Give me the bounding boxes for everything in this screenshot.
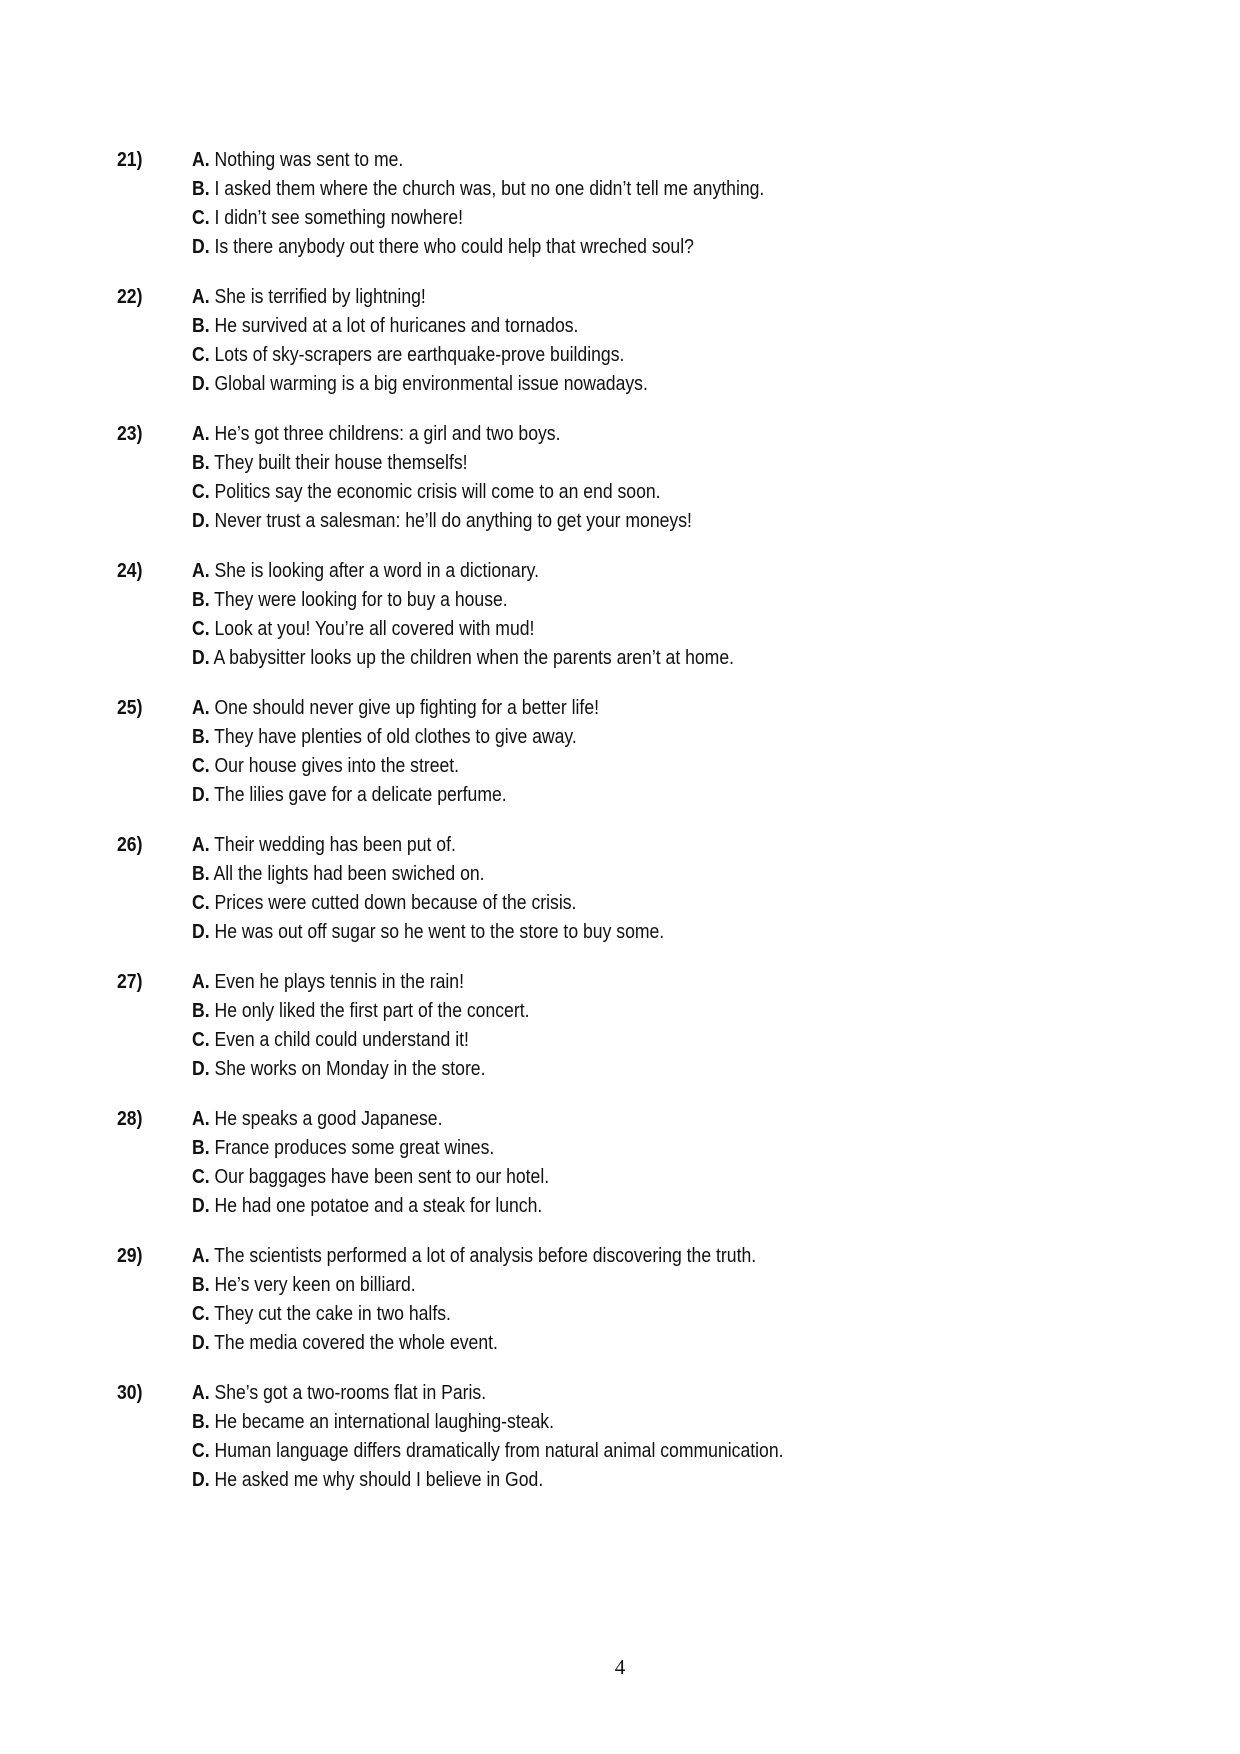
page-number: 4 [614,1655,626,1679]
question-item [117,1105,1117,1242]
answer-option [192,1329,1002,1358]
answer-option [192,478,1002,507]
question-number: 24) [117,560,143,582]
question-item [117,420,1117,557]
answer-option [192,1055,1002,1084]
answer-option [192,420,1002,449]
option-letter: B. [192,1411,210,1433]
option-letter: D. [192,784,210,806]
answer-option [192,831,1002,860]
answer-option [192,1466,1002,1495]
answer-option [192,1163,1002,1192]
answer-options [192,1379,1112,1495]
answer-option [192,918,1002,947]
answer-options [192,694,1112,810]
answer-option [192,1026,1002,1055]
option-text: I asked them where the church was, but no one didn’t tell me anything. [214,178,765,200]
option-text: Lots of sky-scrapers are earthquake-prove buildings. [214,344,625,366]
option-text: Even he plays tennis in the rain! [214,971,464,993]
option-letter: D. [192,1469,210,1491]
answer-option [192,1300,1002,1329]
answer-options [192,1242,1112,1358]
answer-options [192,146,1112,262]
question-item [117,146,1117,283]
answer-option [192,1437,1002,1466]
question-item [117,557,1117,694]
option-text: She is terrified by lightning! [214,286,426,308]
option-text: Our house gives into the street. [214,755,460,777]
question-number: 21) [117,149,143,171]
question-item [117,694,1117,831]
answer-option [192,1242,1002,1271]
option-text: Nothing was sent to me. [214,149,404,171]
option-text: They have plenties of old clothes to give away. [214,726,577,748]
option-letter: B. [192,726,210,748]
option-text: Look at you! You’re all covered with mud! [214,618,535,640]
option-letter: D. [192,1058,210,1080]
answer-option [192,723,1002,752]
option-letter: D. [192,647,210,669]
answer-option [192,781,1002,810]
option-text: All the lights had been swiched on. [213,863,485,885]
option-text: They were looking for to buy a house. [214,589,508,611]
option-letter: A. [192,560,210,582]
question-number: 22) [117,286,143,308]
option-text: Prices were cutted down because of the crisis. [214,892,577,914]
option-text: He was out off sugar so he went to the store to buy some. [214,921,665,943]
option-text: Politics say the economic crisis will come to an end soon. [214,481,661,503]
answer-option [192,1105,1002,1134]
question-item [117,831,1117,968]
answer-option [192,449,1002,478]
answer-option [192,175,1002,204]
answer-option [192,233,1002,262]
option-letter: C. [192,618,210,640]
option-text: Even a child could understand it! [214,1029,469,1051]
answer-option [192,312,1002,341]
answer-option [192,146,1002,175]
option-letter: A. [192,971,210,993]
option-text: The media covered the whole event. [214,1332,498,1354]
option-text: One should never give up fighting for a better life! [214,697,599,719]
answer-option [192,615,1002,644]
answer-options [192,968,1112,1084]
answer-option [192,283,1002,312]
option-letter: D. [192,510,210,532]
option-letter: B. [192,1274,210,1296]
option-letter: A. [192,1108,210,1130]
answer-option [192,968,1002,997]
option-letter: C. [192,344,210,366]
answer-option [192,341,1002,370]
answer-option [192,1408,1002,1437]
option-letter: B. [192,452,210,474]
option-letter: C. [192,892,210,914]
option-letter: D. [192,1195,210,1217]
answer-option [192,644,1002,673]
option-letter: C. [192,755,210,777]
option-text: She’s got a two-rooms flat in Paris. [214,1382,487,1404]
option-letter: B. [192,178,210,200]
option-text: They cut the cake in two halfs. [214,1303,451,1325]
answer-options [192,831,1112,947]
option-text: Never trust a salesman: he’ll do anything to get your moneys! [214,510,692,532]
option-text: He’s very keen on billiard. [214,1274,416,1296]
answer-option [192,997,1002,1026]
answer-options [192,283,1112,399]
answer-option [192,1379,1002,1408]
option-text: She is looking after a word in a dictionary. [214,560,539,582]
option-text: A babysitter looks up the children when the parents aren’t at home. [213,647,735,669]
question-number: 26) [117,834,143,856]
option-letter: C. [192,481,210,503]
question-number: 23) [117,423,143,445]
option-letter: A. [192,1245,210,1267]
answer-option [192,204,1002,233]
option-text: The scientists performed a lot of analysis before discovering the truth. [214,1245,757,1267]
option-text: He only liked the first part of the concert. [214,1000,530,1022]
answer-options [192,1105,1112,1221]
option-text: Our baggages have been sent to our hotel. [214,1166,550,1188]
answer-option [192,586,1002,615]
answer-option [192,860,1002,889]
option-letter: B. [192,589,210,611]
option-text: He became an international laughing-steak. [214,1411,555,1433]
option-letter: B. [192,1137,210,1159]
answer-option [192,1192,1002,1221]
answer-option [192,370,1002,399]
question-item [117,1379,1117,1516]
option-text: They built their house themselfs! [214,452,468,474]
option-letter: B. [192,315,210,337]
option-letter: D. [192,1332,210,1354]
answer-option [192,1134,1002,1163]
answer-options [192,557,1112,673]
option-text: He’s got three childrens: a girl and two boys. [214,423,561,445]
question-item [117,1242,1117,1379]
answer-option [192,694,1002,723]
option-text: She works on Monday in the store. [214,1058,486,1080]
option-text: He had one potatoe and a steak for lunch. [214,1195,543,1217]
option-letter: C. [192,1029,210,1051]
option-letter: D. [192,921,210,943]
question-number: 25) [117,697,143,719]
option-text: I didn’t see something nowhere! [214,207,464,229]
option-text: The lilies gave for a delicate perfume. [214,784,507,806]
option-letter: A. [192,697,210,719]
answer-option [192,752,1002,781]
option-text: He speaks a good Japanese. [214,1108,443,1130]
option-letter: A. [192,149,210,171]
option-text: He survived at a lot of huricanes and tornados. [214,315,579,337]
option-letter: A. [192,1382,210,1404]
answer-option [192,1271,1002,1300]
option-letter: A. [192,423,210,445]
question-item [117,283,1117,420]
option-letter: D. [192,236,210,258]
option-letter: A. [192,834,210,856]
answer-option [192,557,1002,586]
option-letter: B. [192,863,210,885]
option-text: Global warming is a big environmental issue nowadays. [214,373,648,395]
option-letter: A. [192,286,210,308]
question-number: 29) [117,1245,143,1267]
option-letter: C. [192,1303,210,1325]
option-text: He asked me why should I believe in God. [214,1469,544,1491]
option-letter: C. [192,1440,210,1462]
answer-options [192,420,1112,536]
option-text: Their wedding has been put of. [214,834,456,856]
option-letter: D. [192,373,210,395]
question-number: 30) [117,1382,143,1404]
question-list [117,146,1117,1516]
option-text: Human language differs dramatically from natural animal communication. [214,1440,784,1462]
answer-option [192,889,1002,918]
question-number: 28) [117,1108,143,1130]
option-text: Is there anybody out there who could help that wreched soul? [214,236,694,258]
option-letter: C. [192,1166,210,1188]
option-letter: C. [192,207,210,229]
option-letter: B. [192,1000,210,1022]
answer-option [192,507,1002,536]
option-text: France produces some great wines. [214,1137,495,1159]
question-item [117,968,1117,1105]
question-number: 27) [117,971,143,993]
